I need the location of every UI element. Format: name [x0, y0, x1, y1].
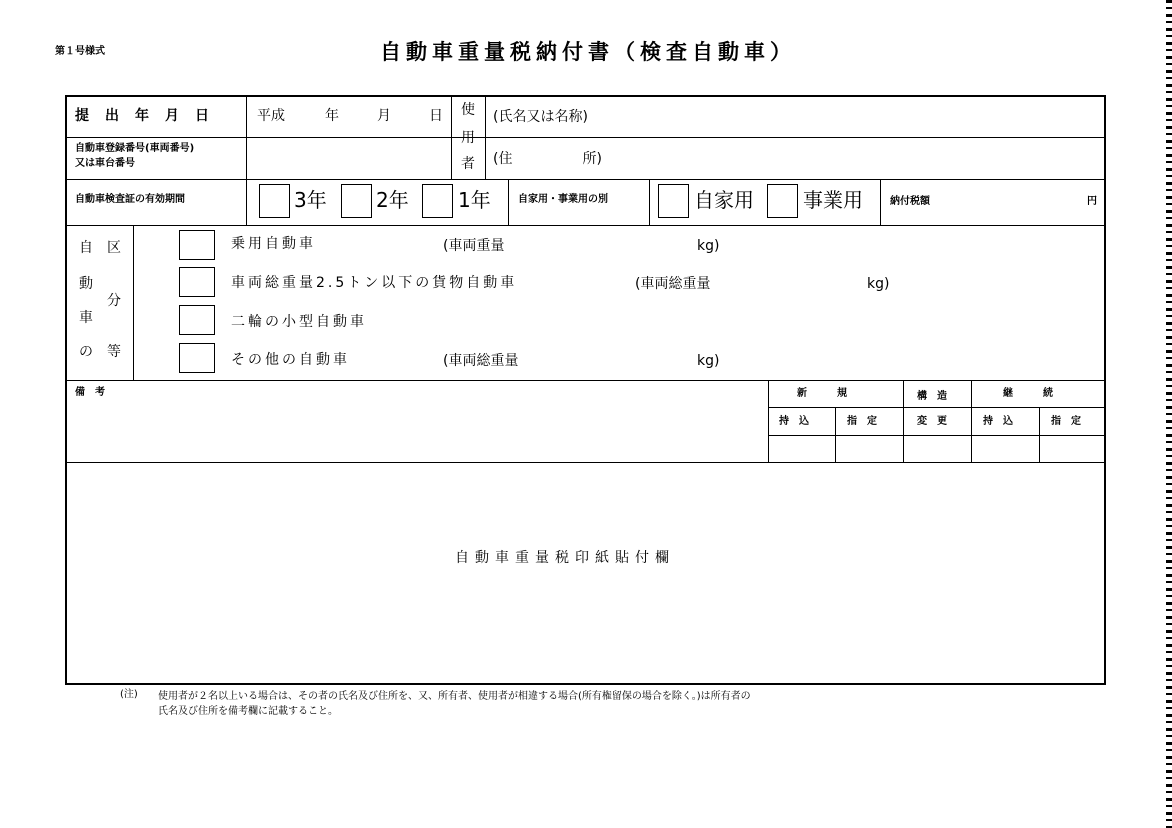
stamp-area-label: 自動車重量税印紙貼付欄 — [455, 550, 675, 566]
tax-amount-label: 納付税額 — [890, 196, 930, 207]
validity-2year-label: 2年 — [376, 188, 409, 212]
truck-unit: kg) — [867, 276, 890, 292]
divider — [971, 380, 972, 462]
new-bring-label: 持 込 — [779, 416, 809, 427]
category-side-1: 自 — [79, 240, 93, 256]
remarks-label: 備 考 — [75, 387, 105, 398]
note-line-1: 使用者が２名以上いる場合は、その者の氏名及び住所を、又、所有者、使用者が相違する場合(所有権留保の場合を除く。)は所有者の — [158, 691, 751, 702]
passenger-car-label: 乗用自動車 — [231, 236, 316, 252]
private-use-label: 自家用 — [694, 188, 754, 212]
yen-label: 円 — [1087, 196, 1097, 207]
form-frame — [65, 95, 1106, 685]
submit-date-label: 提 出 年 月 日 — [75, 108, 210, 124]
user-label-2: 用 — [461, 130, 475, 146]
name-field[interactable] — [627, 101, 1097, 133]
divider — [903, 380, 904, 462]
continue-bring-label: 持 込 — [983, 416, 1013, 427]
divider — [768, 380, 769, 462]
category-side-6: の — [79, 344, 93, 360]
note-line-2: 氏名及び住所を備考欄に記載すること。 — [158, 706, 338, 717]
truck-label: 車両総重量2.5トン以下の貨物自動車 — [231, 275, 518, 291]
motorcycle-label: 二輪の小型自動車 — [231, 314, 367, 330]
truck-weight-label: (車両総重量 — [635, 276, 711, 292]
continue-label: 継 続 — [1003, 388, 1053, 399]
registration-label-2: 又は車台番号 — [75, 158, 135, 169]
divider — [67, 380, 1106, 381]
user-label-3: 者 — [461, 156, 475, 172]
era-label: 平成 — [257, 108, 285, 124]
scan-edge-artifact — [1166, 0, 1172, 828]
name-label: (氏名又は名称) — [493, 109, 588, 125]
address-label: (住 所) — [493, 151, 602, 167]
validity-1year-label: 1年 — [458, 188, 491, 212]
motorcycle-checkbox[interactable] — [179, 305, 215, 335]
use-type-label: 自家用・事業用の別 — [518, 194, 608, 205]
category-side-7: 等 — [107, 344, 121, 360]
divider — [246, 179, 247, 225]
divider — [1039, 407, 1040, 462]
divider — [485, 97, 486, 179]
truck-checkbox[interactable] — [179, 267, 215, 297]
other-vehicle-unit: kg) — [697, 353, 720, 369]
divider — [451, 97, 452, 179]
divider — [133, 225, 134, 380]
tax-amount-field[interactable] — [947, 183, 1083, 221]
divider — [67, 462, 1106, 463]
registration-label-1: 自動車登録番号(車両番号) — [75, 143, 195, 154]
divider — [835, 407, 836, 462]
validity-label: 自動車検査証の有効期間 — [75, 194, 185, 205]
passenger-car-weight-label: (車両重量 — [443, 238, 505, 254]
divider — [67, 225, 1106, 226]
other-vehicle-label: その他の自動車 — [231, 352, 350, 368]
divider — [649, 179, 650, 225]
validity-3year-label: 3年 — [294, 188, 327, 212]
validity-1year-checkbox[interactable] — [422, 184, 453, 218]
user-label-1: 使 — [461, 102, 475, 118]
year-label: 年 — [325, 108, 339, 124]
form-title: 自動車重量税納付書（検査自動車） — [380, 40, 796, 64]
validity-3year-checkbox[interactable] — [259, 184, 290, 218]
note-mark: (注) — [120, 689, 138, 700]
month-label: 月 — [377, 108, 391, 124]
category-side-5: 車 — [79, 310, 93, 326]
structure-change-label: 変 更 — [917, 416, 947, 427]
divider — [485, 137, 1106, 138]
other-vehicle-weight-label: (車両総重量 — [443, 353, 519, 369]
remarks-field[interactable] — [137, 385, 762, 457]
new-label: 新 規 — [797, 388, 847, 399]
registration-number-field[interactable] — [251, 141, 447, 175]
structure-label: 構 造 — [917, 391, 947, 402]
category-side-4: 分 — [107, 293, 121, 309]
validity-2year-checkbox[interactable] — [341, 184, 372, 218]
divider — [768, 435, 1106, 436]
business-use-checkbox[interactable] — [767, 184, 798, 218]
divider — [768, 407, 1106, 408]
divider — [246, 97, 247, 179]
divider — [67, 179, 1106, 180]
new-designate-label: 指 定 — [847, 416, 877, 427]
private-use-checkbox[interactable] — [658, 184, 689, 218]
divider — [880, 179, 881, 225]
category-side-3: 動 — [79, 276, 93, 292]
day-label: 日 — [429, 108, 443, 124]
category-side-2: 区 — [107, 240, 121, 256]
passenger-car-checkbox[interactable] — [179, 230, 215, 260]
passenger-car-unit: kg) — [697, 238, 720, 254]
address-field[interactable] — [627, 141, 1097, 175]
divider — [508, 179, 509, 225]
other-vehicle-checkbox[interactable] — [179, 343, 215, 373]
business-use-label: 事業用 — [803, 188, 863, 212]
form-number: 第１号様式 — [55, 46, 105, 57]
continue-designate-label: 指 定 — [1051, 416, 1081, 427]
